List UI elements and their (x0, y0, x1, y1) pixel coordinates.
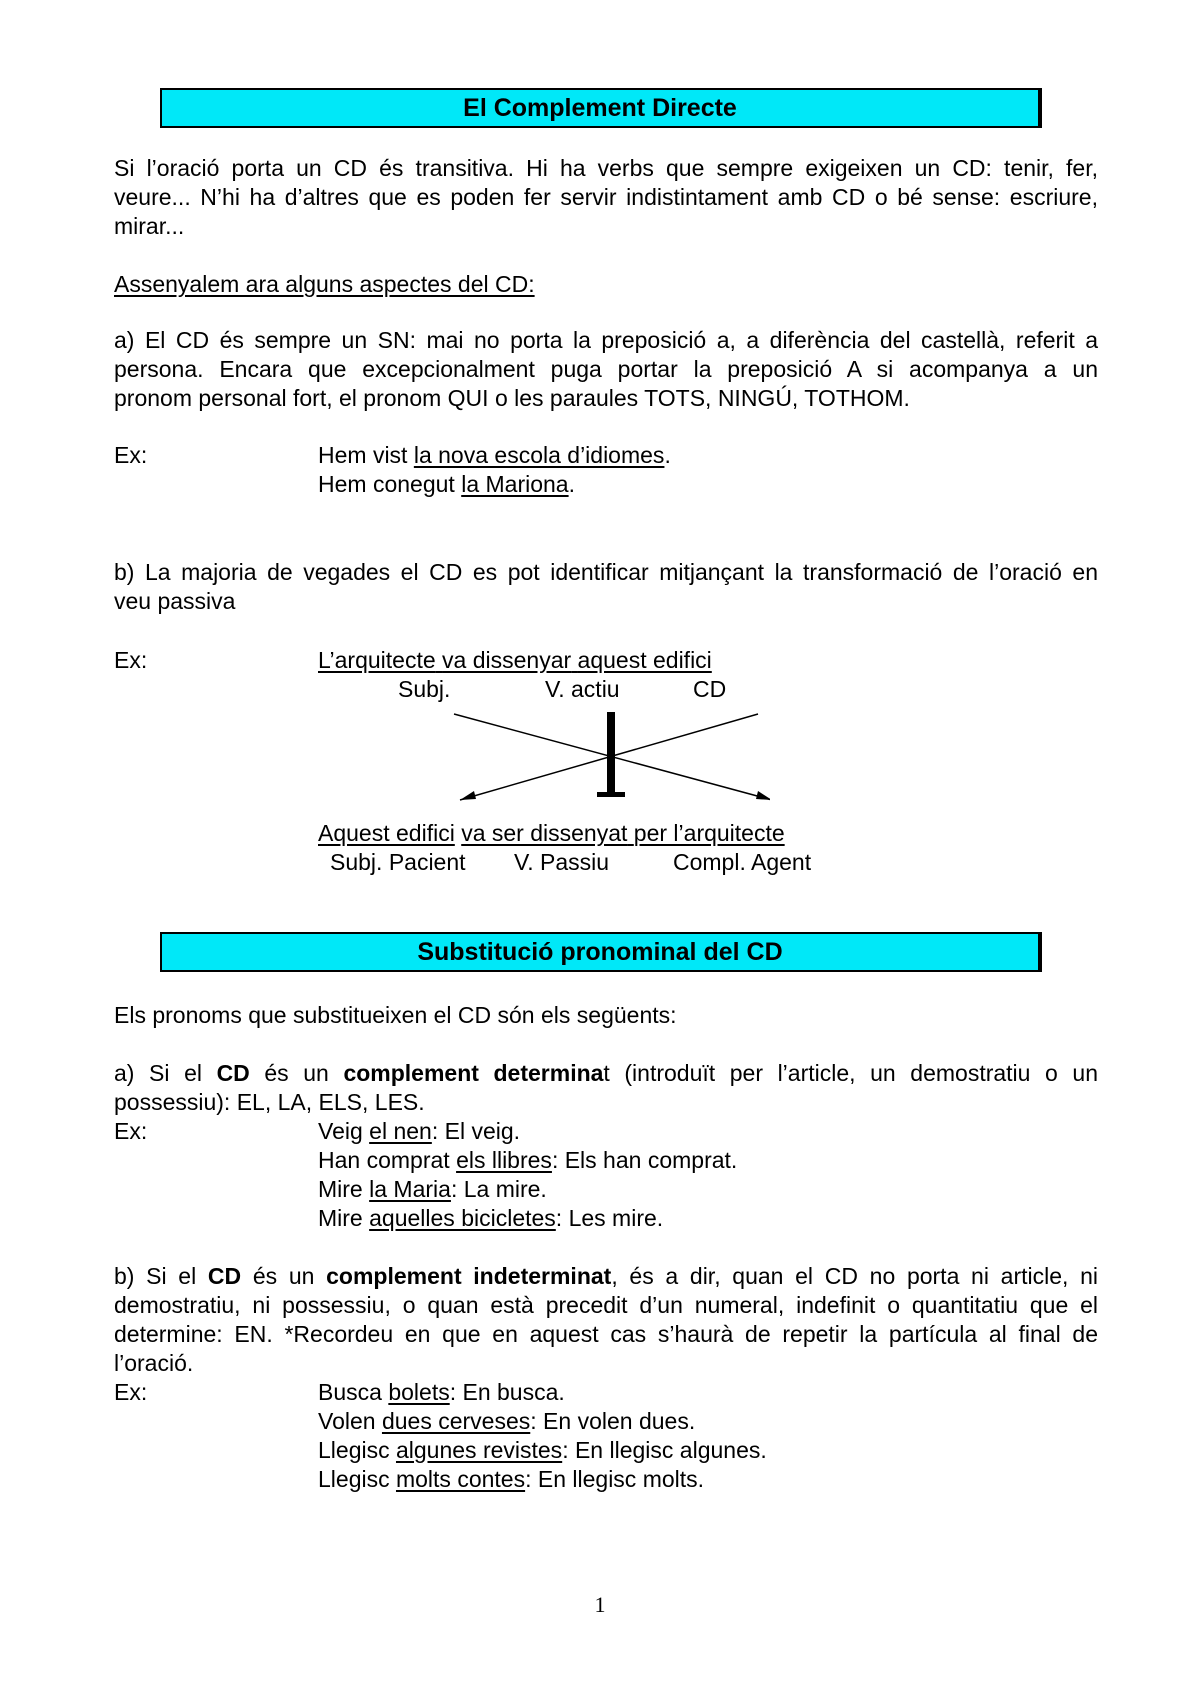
passive-subject: Aquest edifici (318, 820, 455, 846)
det-text: és un (249, 1060, 344, 1086)
example-label: Ex: (114, 1379, 148, 1405)
example-det-2 (318, 1146, 737, 1175)
example-text: : Els han comprat. (551, 1147, 738, 1173)
example-label: Ex: (114, 647, 148, 673)
pronouns-intro: Els pronoms que substitueixen el CD són els següents: (114, 1002, 677, 1028)
indet-cd-bold: CD (207, 1263, 242, 1289)
example-text: : La mire. (450, 1176, 547, 1202)
cd-underlined: els llibres (456, 1147, 552, 1173)
intro-line-2: veure... N’hi ha d’altres que es poden fer servir indistintament amb CD o bé sense: escriure, (114, 184, 1098, 210)
example-a-2 (318, 470, 575, 499)
point-a-line-1: a) El CD és sempre un SN: mai no porta la preposició a, a diferència del castellà, referit a (114, 327, 1098, 353)
cd-underlined: molts contes (395, 1466, 526, 1492)
verb-stem-base (597, 792, 625, 797)
example-text: . (568, 471, 575, 497)
indet-text: b) Si el (114, 1263, 208, 1289)
det-line-2: possessiu): EL, LA, ELS, LES. (114, 1089, 425, 1115)
active-sentence (318, 646, 712, 675)
label-subj-pacient: Subj. Pacient (330, 849, 466, 875)
example-det-4 (318, 1204, 663, 1233)
point-b-line-2: veu passiva (114, 588, 236, 614)
passive-verb: va ser dissenyat (461, 820, 628, 846)
active-cd: aquest edifici (577, 647, 712, 673)
example-text: Mire (318, 1176, 370, 1202)
point-a-line-3: pronom personal fort, el pronom QUI o les paraules TOTS, NINGÚ, TOTHOM. (114, 385, 910, 411)
aspects-title: Assenyalem ara alguns aspectes del CD: (114, 271, 535, 297)
point-b-line-1: b) La majoria de vegades el CD es pot identificar mitjançant la transformació de l’oració en (114, 559, 1098, 585)
example-text: Mire (318, 1205, 370, 1231)
label-cd: CD (693, 676, 727, 702)
active-verb: va dissenyar (442, 647, 572, 673)
cd-underlined: la Mariona (461, 471, 569, 497)
det-text: t (introduït per l’article, un demostratiu o un (603, 1060, 1098, 1086)
example-text: Hem conegut (318, 471, 462, 497)
example-text: : En llegisc algunes. (562, 1437, 767, 1463)
example-text: Han comprat (318, 1147, 457, 1173)
aspects-title-row (114, 270, 1098, 299)
example-indet-2 (318, 1407, 695, 1436)
example-text: Llegisc (318, 1437, 396, 1463)
intro-line-3: mirar... (114, 213, 185, 239)
example-text: Llegisc (318, 1466, 396, 1492)
active-subject: L’arquitecte (318, 647, 436, 673)
cd-underlined: la Maria (369, 1176, 451, 1202)
point-a-line-2: persona. Encara que excepcionalment puga portar la preposició A si acompanya a un (114, 356, 1098, 382)
example-det-3 (318, 1175, 547, 1204)
example-text: Veig (318, 1118, 370, 1144)
label-v-passiu: V. Passiu (514, 849, 610, 875)
label-compl-agent: Compl. Agent (673, 849, 812, 875)
arrowhead-right (756, 791, 770, 800)
section-heading-substitucio: Substitució pronominal del CD (160, 932, 1042, 972)
cd-underlined: el nen (369, 1118, 432, 1144)
cd-underlined: algunes revistes (395, 1437, 563, 1463)
indet-text: , és a dir, quan el CD no porta ni article, ni (611, 1263, 1099, 1289)
passive-agent: per l’arquitecte (633, 820, 785, 846)
arrowhead-left (460, 791, 476, 800)
example-det-1 (318, 1117, 520, 1146)
det-text: a) Si el (114, 1060, 217, 1086)
cd-underlined: dues cerveses (381, 1408, 531, 1434)
passive-sentence (318, 819, 785, 848)
indet-line-3: determine: EN. *Recordeu en que en aquest cas s’haurà de repetir la partícula al final de (114, 1321, 1098, 1347)
example-label: Ex: (114, 442, 148, 468)
det-term-bold: complement determina (343, 1060, 604, 1086)
label-subj: Subj. (398, 676, 451, 702)
cd-underlined: la nova escola d’idiomes (413, 442, 665, 468)
indet-text: és un (241, 1263, 327, 1289)
example-text: : El veig. (431, 1118, 521, 1144)
section-heading-complement-directe: El Complement Directe (160, 88, 1042, 128)
verb-stem-bar (607, 712, 615, 796)
example-indet-4 (318, 1465, 704, 1494)
example-label: Ex: (114, 1118, 148, 1144)
page-number: 1 (594, 1592, 606, 1617)
example-text: : Les mire. (555, 1205, 664, 1231)
example-text: Busca (318, 1379, 389, 1405)
example-a-1 (318, 441, 671, 470)
indet-term-bold: complement indeterminat (326, 1263, 612, 1289)
cd-underlined: bolets (388, 1379, 450, 1405)
example-indet-1 (318, 1378, 565, 1407)
indet-line-4: l’oració. (114, 1350, 194, 1376)
example-text: Volen (318, 1408, 382, 1434)
det-cd-bold: CD (216, 1060, 250, 1086)
indet-line-2: demostratiu, ni possessiu, o quan està precedit d’un numeral, indefinit o quantitatiu que el (114, 1292, 1098, 1318)
example-text: : En volen dues. (530, 1408, 696, 1434)
det-line-1 (114, 1059, 1098, 1088)
transformation-diagram (440, 704, 770, 808)
example-text: Hem vist (318, 442, 414, 468)
example-indet-3 (318, 1436, 767, 1465)
label-v-actiu: V. actiu (545, 676, 620, 702)
indet-line-1 (114, 1262, 1098, 1291)
intro-line-1: Si l’oració porta un CD és transitiva. Hi ha verbs que sempre exigeixen un CD: tenir, fer, (114, 155, 1098, 181)
example-text: : En llegisc molts. (525, 1466, 705, 1492)
example-text: . (664, 442, 671, 468)
example-text: : En busca. (449, 1379, 565, 1405)
cd-underlined: aquelles bicicletes (369, 1205, 556, 1231)
